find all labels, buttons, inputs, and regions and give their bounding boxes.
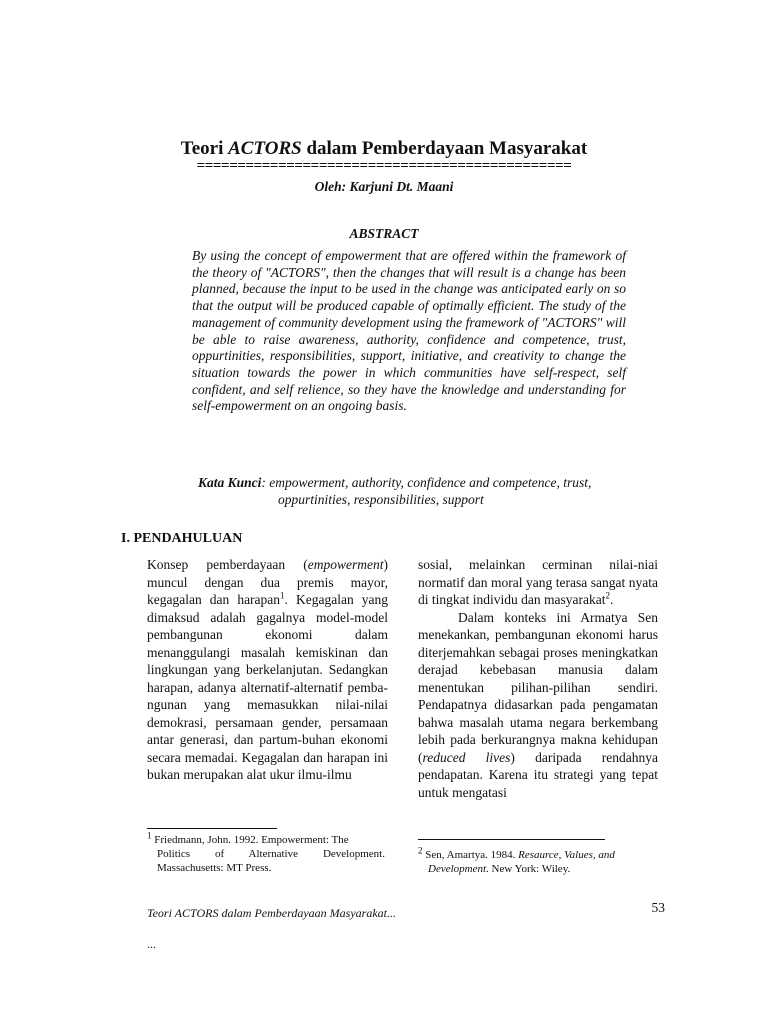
abstract-body: By using the concept of empowerment that are offered within the framework of the theory of "ACTORS", then the changes that will result is a change has been planned, because the input to be used in the change was anticipated early on so that the output will be produced capable of optimally efficient. The study of the management of community development using the framework of "ACTORS" will be able to raise awareness, authority, confidence and competence, trust, oppurtinities, responsibilities, support, initiative, and creativity to change the situation towards the power in which communities have self-respect, self confident, and self relience, so they have the knowledge and understanding for self-empowerment on an ongoing basis. <box>192 248 626 414</box>
footnote-1-text-2: Politics of Alternative Development. Massachusetts: MT Press. <box>157 848 385 874</box>
title-rule: ============================================== <box>196 158 572 174</box>
paper-title <box>0 138 768 160</box>
footnote-divider-left <box>147 828 277 829</box>
right-paragraph-2 <box>418 609 658 802</box>
footnote-ref-2: 2 <box>605 590 610 601</box>
right-emphasis: reduced lives <box>422 749 511 765</box>
footnote-1-number: 1 <box>147 830 152 841</box>
footnote-2-number: 2 <box>418 845 423 856</box>
footnote-2-text-a: Sen, Amartya. 1984. <box>422 849 519 861</box>
title-part-1: Teori <box>180 138 229 159</box>
footnote-2-emphasis: Resaurce, Values, and <box>518 849 615 861</box>
left-text-a: Konsep pemberdayaan ( <box>147 557 308 572</box>
footnote-2-line-2 <box>418 862 658 876</box>
author-line: Oleh: Karjuni Dt. Maani <box>314 179 454 194</box>
keywords-label: Kata Kunci <box>198 475 262 490</box>
footnote-2 <box>418 845 658 876</box>
left-text-b: ) muncul dengan dua premis mayor, kegagalan dan harapan <box>147 557 388 607</box>
keywords-text-2: oppurtinities, responsibilities, support <box>278 492 484 507</box>
footnote-1 <box>147 830 385 875</box>
running-footer-title: Teori ACTORS dalam Pemberdayaan Masyarakat... <box>147 906 396 920</box>
keywords-block <box>198 474 668 508</box>
page-number: 53 <box>651 900 665 915</box>
right-text-a: sosial, melainkan cerminan nilai-niai normatif dan moral yang terasa sangat nyata di tingkat individu dan masyarakat <box>418 557 658 607</box>
footnote-1-line-1 <box>147 830 385 847</box>
left-column <box>147 556 388 784</box>
abstract-heading: ABSTRACT <box>349 226 419 241</box>
title-part-2: dalam Pemberdayaan Masyarakat <box>301 138 588 159</box>
left-emphasis: empowerment <box>307 557 384 572</box>
left-paragraph <box>147 556 388 784</box>
footnote-2-emphasis-2: Development <box>428 863 487 875</box>
footnote-2-text-b: . New York: Wiley. <box>486 863 571 875</box>
right-text-b: . <box>609 592 614 607</box>
footnote-divider-right <box>418 839 605 840</box>
section-heading: I. PENDAHULUAN <box>121 531 243 546</box>
left-text-c: . Kegagalan yang dimaksud adalah gagalnya model-model pembangunan ekonomi dalam menanggulangi masalah kemiskinan dan lingkungan yang berkelanjutan. Sedangkan harapan, adanya alternatif-alternatif pemba-ngunan yang memasukkan nilai-nilai demokrasi, persamaan gender, persamaan antar generasi, dan partum-buhan ekonomi secara memadai. Kegagalan dan harapan ini bukan merupakan alat ukur ilmu-ilmu <box>147 592 388 782</box>
right-paragraph-1 <box>418 556 658 609</box>
keywords-text-1: : empowerment, authority, confidence and competence, trust, <box>261 475 592 490</box>
right-column <box>418 556 658 801</box>
right-text-c: Dalam konteks ini Armatya Sen menekankan, pembangunan ekonomi harus diterjemahkan sebagai proses meningkatkan derajad kebebasan manusia dalam menentukan pilihan-pilihan sendiri. Pendapatnya didasarkan pada pengamatan bahwa masalah utama negara berkembang lebih pada berkurangnya makna kehidupan ( <box>418 609 658 765</box>
footnote-1-text-1: Friedmann, John. 1992. Empowerment: The <box>151 834 349 846</box>
footnote-2-line-1 <box>418 845 658 862</box>
title-emphasis: ACTORS <box>228 138 302 159</box>
right-text-d: ) daripada rendahnya pendapatan. Karena itu strategi yang tepat untuk mengatasi <box>418 749 658 800</box>
footer-ellipsis: ... <box>147 937 156 951</box>
keywords-line-1 <box>198 474 668 491</box>
footnote-ref-1: 1 <box>280 590 285 601</box>
